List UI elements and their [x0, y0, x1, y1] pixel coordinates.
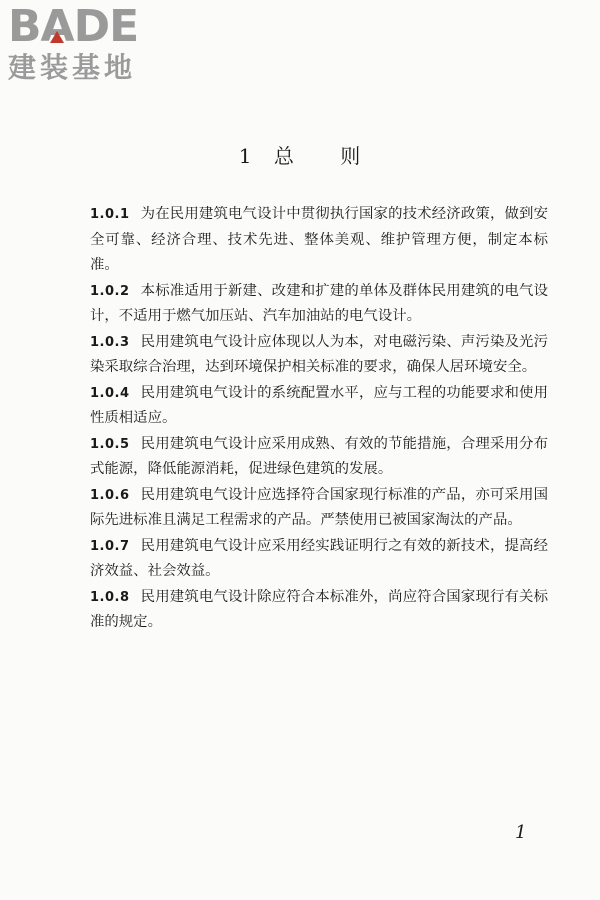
clause-item: [90, 585, 548, 636]
clause-item: [90, 381, 548, 432]
clause-text: 民用建筑电气设计应采用成熟、有效的节能措施，合理采用分布式能源，降低能源消耗，促进绿色建筑的发展。: [90, 435, 548, 477]
clause-number: 1.0.6: [90, 487, 130, 503]
page-number: 1: [515, 822, 527, 843]
chapter-title: [0, 140, 600, 169]
clause-text: 为在民用建筑电气设计中贯彻执行国家的技术经济政策，做到安全可靠、经济合理、技术先进、整体美观、维护管理方便，制定本标准。: [90, 206, 548, 273]
clause-number: 1.0.8: [90, 589, 130, 605]
clause-item: [90, 534, 548, 585]
chapter-title-part1: 总: [273, 144, 295, 168]
clause-number: 1.0.4: [90, 385, 130, 401]
clause-item: [90, 279, 548, 330]
clause-text: 民用建筑电气设计应采用经实践证明行之有效的新技术，提高经济效益、社会效益。: [90, 537, 548, 579]
logo-red-triangle-icon: [50, 31, 64, 43]
brand-logo: [8, 1, 178, 84]
clause-item: [90, 432, 548, 483]
clause-text: 民用建筑电气设计的系统配置水平，应与工程的功能要求和使用性质相适应。: [90, 384, 548, 426]
logo-subtitle: 建装基地: [8, 51, 137, 84]
clause-text: 本标准适用于新建、改建和扩建的单体及群体民用建筑的电气设计，不适用于燃气加压站、汽车加油站的电气设计。: [90, 282, 548, 324]
clause-text: 民用建筑电气设计除应符合本标准外，尚应符合国家现行有关标准的规定。: [90, 588, 548, 630]
clause-item: [90, 330, 548, 381]
clause-number: 1.0.1: [90, 207, 130, 222]
logo-letter-a: A: [40, 1, 74, 52]
clause-number: 1.0.3: [90, 334, 130, 350]
logo-wordmark: BA DE: [8, 1, 139, 52]
chapter-title-part2: 则: [340, 144, 362, 168]
clause-list: [90, 202, 548, 636]
clause-item: [90, 202, 548, 279]
clause-number: 1.0.2: [90, 283, 130, 299]
clause-item: [90, 483, 548, 534]
clause-number: 1.0.7: [90, 538, 130, 554]
clause-number: 1.0.5: [90, 436, 130, 452]
clause-text: 民用建筑电气设计应选择符合国家现行标准的产品，亦可采用国际先进标准且满足工程需求的产品。严禁使用已被国家淘汰的产品。: [90, 486, 548, 528]
clause-text: 民用建筑电气设计应体现以人为本，对电磁污染、声污染及光污染采取综合治理，达到环境保护相关标准的要求，确保人居环境安全。: [90, 333, 548, 375]
chapter-number: 1: [238, 144, 253, 168]
